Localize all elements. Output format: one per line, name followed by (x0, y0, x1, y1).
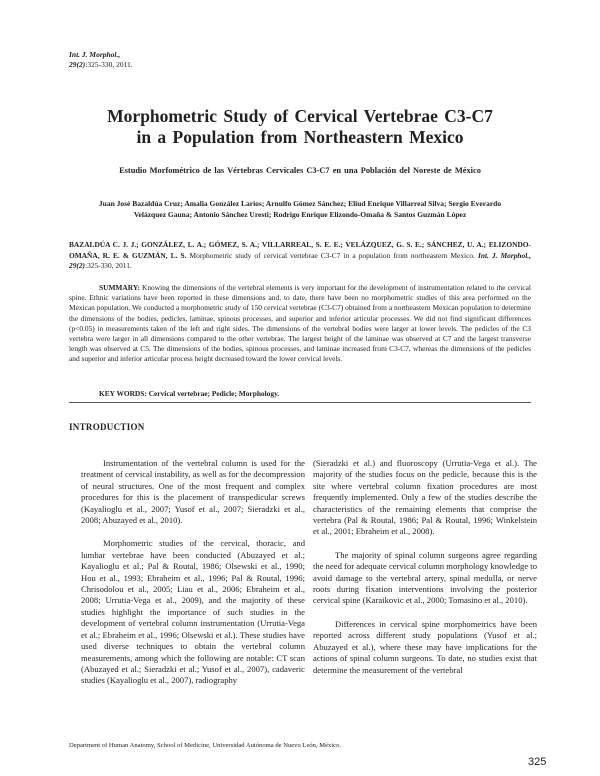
keywords: KEY WORDS: Cervical vertebrae; Pedicle; Morphology. (99, 389, 280, 398)
journal-volume: 29(2) (69, 59, 86, 69)
citation-names: BAZALDÚA C. J. J.; GONZÁLEZ, L. A.; GÓMEZ, S. A.; VILLARREAL, S. E. E.; VELÁZQUEZ, G. S. E.; SÁNCHEZ, U. A.; ELIZONDO-OMAÑA, R. E. & GUZMÁN, L. S. (69, 240, 531, 260)
citation-text: Morphometric study of cervical vertebrae C3-C7 in a population from northeastern Mexico. (186, 250, 478, 260)
paragraph: Morphometric studies of the cervical, thoracic, and lumbar vertebrae have been conducted (Abuzayed et al.; Kayalioglu et al.; Pal & Routal, 1986; Olsewski et al., 1990; Hou et al., 1993; Ebraheim et al., 1996; Pal & Routal, 1996; Chrisodolou et al., 2005; Liau et al., 2006; Ebraheim et al., 2008; Urrutia-Vega et al., 2009), and the majority of these studies highlight the importance of such studies in the development of vertebral column instrumentation (Urrutia-Vega et al.; Ebraheim et al., 1996; Olsewski et al.). These studies have used diverse techniques to obtain the vertebral column measurements, among which the following are notable: CT scan (Abuzayed et al.; Sieradzki et al.; Yusof et al., 2007), cadaveric studies (Kayalioglu et al., 2007), radiography (81, 538, 305, 686)
paragraph: Differences in cervical spine morphometrics have been reported across different study populations (Yusof et al.; Abuzayed et al.), where these may have implications for the actions of spinal column surgeons. To date, no studies exist that determine the measurement of the vertebral (313, 618, 537, 675)
citation-journal: Int. J. Morphol., 29(2) (69, 250, 531, 270)
abstract (69, 283, 531, 365)
right-column (313, 458, 537, 688)
title-line-1: Morphometric Study of Cervical Vertebrae C3-C7 (107, 106, 493, 126)
paper-subtitle: Estudio Morfométrico de las Vértebras Cervicales C3-C7 en una Población del Noreste de México (119, 166, 481, 175)
section-heading: INTRODUCTION (69, 422, 145, 432)
paragraph: The majority of spinal column surgeons agree regarding the need for adequate cervical column morphology knowledge to avoid damage to the vertebral artery, spinal medulla, or nerve roots during fixation interventions involving the posterior cervical spine (Karaikovic et al., 2000; Tomasino et al., 2010). (313, 549, 537, 606)
authors-line-1: Juan José Bazaldúa Cruz; Amalia González Larios; Arnulfo Gómez Sánchez; Eliud Enrique Villarreal Silva; Sergio Everardo (98, 199, 502, 208)
journal-name: Int. J. Morphol., (69, 50, 121, 59)
footnote: Department of Human Anatomy, School of Medicine, Universidad Autónoma de Nuevo León, México. (69, 742, 342, 749)
author-list (70, 199, 530, 220)
citation-block (69, 240, 531, 272)
journal-pages: :325-330, 2011. (85, 59, 133, 69)
citation-pages: :325-330, 2011. (85, 261, 132, 270)
journal-header (69, 50, 133, 69)
paragraph: (Sieradzki et al.) and fluoroscopy (Urrutia-Vega et al.). The majority of the studies focus on the pedicle, because this is the site where vertebral column fixation procedures are most frequently implemented. Only a few of the studies describe the characteristics of the remaining elements that comprise the vertebra (Pal & Routal, 1986; Pal & Routal, 1996; Winkelstein et al., 2001; Ebraheim et al., 2008). (313, 458, 537, 537)
paper-title (60, 106, 540, 148)
left-column (81, 458, 305, 699)
paragraph: Instrumentation of the vertebral column is used for the treatment of cervical instability, as well as for the decompression of neural structures. One of the most frequent and complex procedures for this is the placement of transpedicular screws (Kayalioglu et al., 2007; Yusof et al., 2007; Sieradzki et al., 2008; Abuzayed et al., 2010). (81, 458, 305, 526)
title-line-2: in a Population from Northeastern Mexico (136, 127, 464, 147)
divider (69, 402, 531, 403)
abstract-label: SUMMARY: (99, 283, 140, 292)
page-number: 325 (528, 756, 547, 768)
abstract-text: Knowing the dimensions of the vertebral elements is very important for the development of instrumentation related to the cervical spine. Ethnic variations have been reported in these dimensions and, to date, there have been no morphometric studies of this area performed on the Mexican population. We conducted a morphometric study of 150 cervical vertebrae (C3-C7) obtained from a northeastern Mexican population to determine the dimensions of the bodies, pedicles, laminae, spinous processes, and superior and inferior articular processes. We did not find significant differences (p<0.05) in measurements taken of the left and right sides. The dimensions of the vertebral bodies were larger at lower levels. The pedicles of the C3 vertebra were larger in all dimensions compared to the other vertebrae. The largest height of the laminae was observed at C7 and the largest transverse length was observed at C5. The dimensions of the bodies, spinous processes, and laminae increased from C3-C7, whereas the dimensions of the pedicles and superior and inferior articular process height decreased toward the lower cervical levels. (69, 283, 531, 364)
authors-line-2: Velázquez Gauna; Antonio Sánchez Uresti; Rodrigo Enrique Elizondo-Omaña & Santos Guzmán López (133, 209, 467, 219)
